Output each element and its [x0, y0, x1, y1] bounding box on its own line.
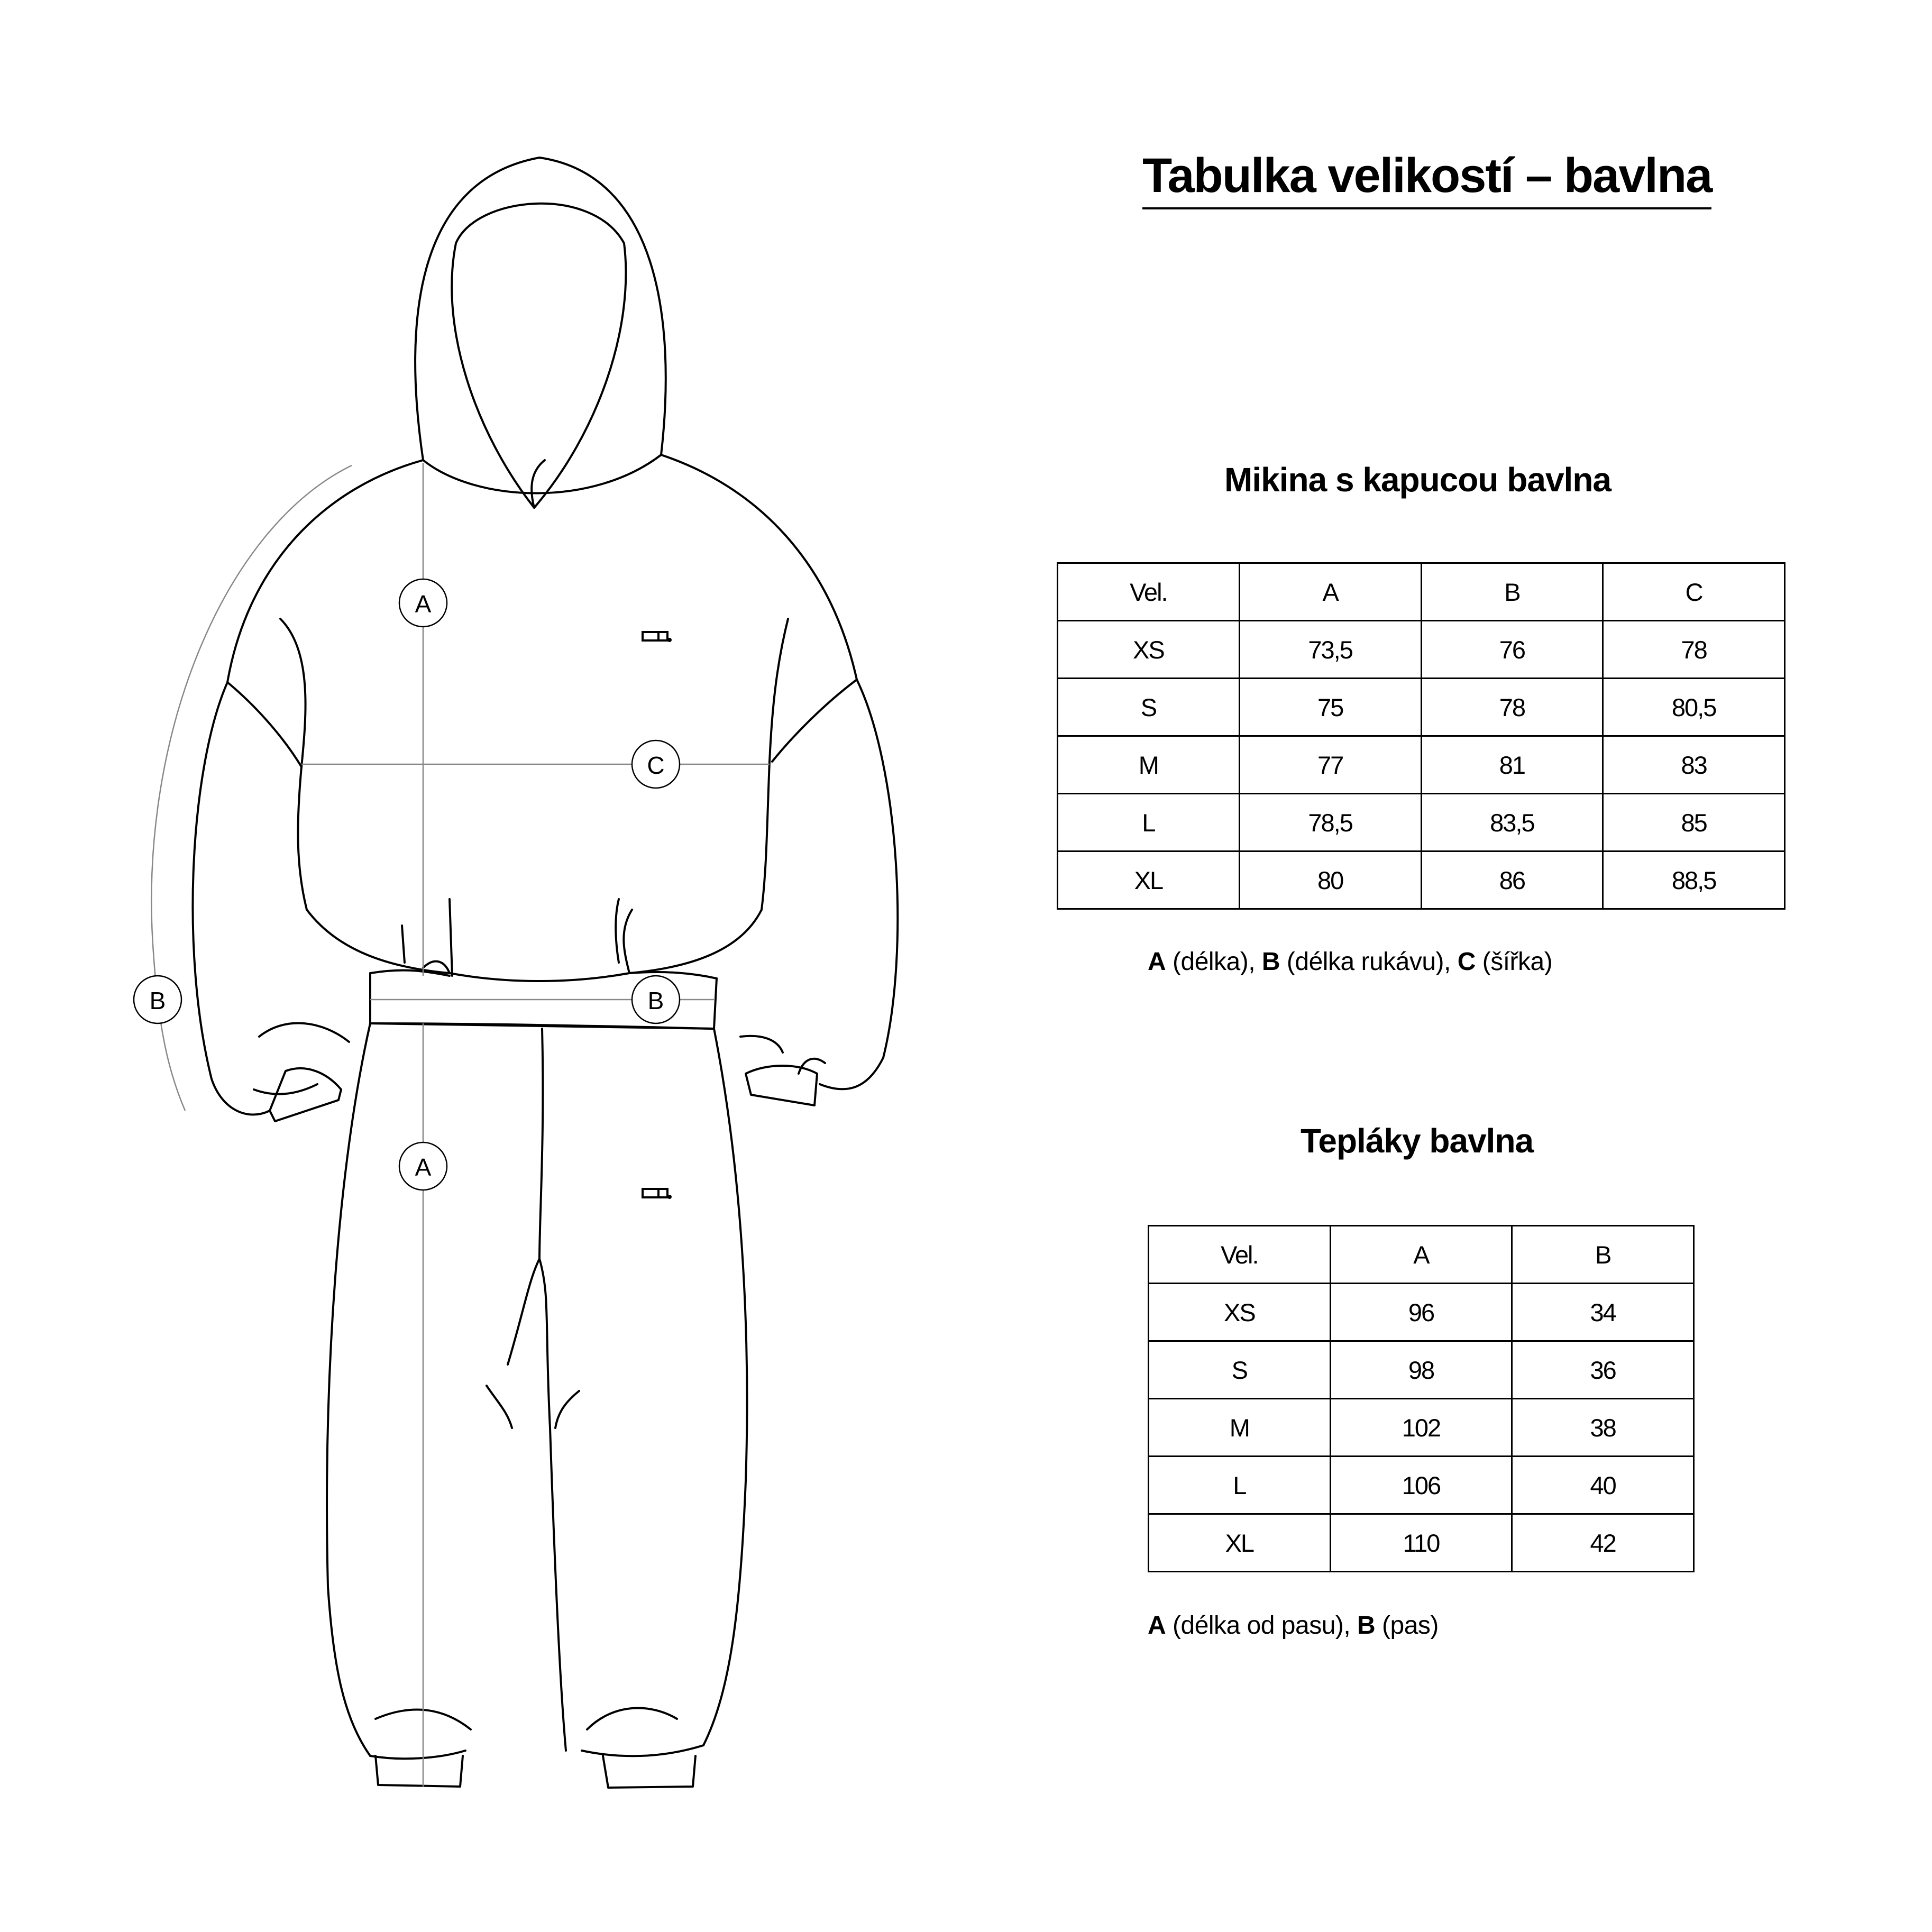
value-cell: 98: [1330, 1341, 1512, 1399]
table-row: [1058, 851, 1785, 909]
pants-length-label: A: [415, 1153, 432, 1181]
value-cell: 76: [1421, 621, 1603, 679]
table-header-row: [1149, 1226, 1694, 1284]
right-ankle-cuff: [603, 1756, 695, 1788]
value-cell: 86: [1421, 851, 1603, 909]
header-cell: B: [1512, 1226, 1694, 1284]
legend-text: (pas): [1375, 1611, 1439, 1640]
hoodie-legend: [1148, 949, 1552, 975]
value-cell: 88,5: [1603, 851, 1785, 909]
value-cell: 78,5: [1239, 794, 1421, 851]
value-cell: 81: [1421, 736, 1603, 794]
table-row: [1058, 621, 1785, 679]
value-cell: 85: [1603, 794, 1785, 851]
header-cell: Vel.: [1149, 1226, 1331, 1284]
value-cell: 80,5: [1603, 679, 1785, 736]
left-ankle-cuff: [376, 1756, 463, 1787]
right-cuff: [746, 1066, 817, 1105]
value-cell: 77: [1239, 736, 1421, 794]
size-cell: XL: [1149, 1514, 1331, 1572]
value-cell: 38: [1512, 1399, 1694, 1457]
brand-logo-icon: [643, 1189, 671, 1198]
legend-key: A: [1148, 1611, 1166, 1640]
value-cell: 42: [1512, 1514, 1694, 1572]
legend-text: (šířka): [1475, 948, 1553, 976]
size-cell: XS: [1149, 1284, 1331, 1341]
value-cell: 106: [1330, 1457, 1512, 1514]
value-cell: 102: [1330, 1399, 1512, 1457]
size-cell: XL: [1058, 851, 1240, 909]
hoodie-length-label: A: [415, 590, 432, 618]
table-row: [1058, 794, 1785, 851]
table-row: [1149, 1457, 1694, 1514]
value-cell: 83,5: [1421, 794, 1603, 851]
value-cell: 78: [1421, 679, 1603, 736]
value-cell: 83: [1603, 736, 1785, 794]
sleeve-length-label: B: [149, 987, 166, 1014]
legend-key: C: [1457, 948, 1476, 976]
header-cell: C: [1603, 563, 1785, 621]
table-header-row: [1058, 563, 1785, 621]
value-cell: 80: [1239, 851, 1421, 909]
hoodie-size-table: [1057, 562, 1786, 910]
table-row: [1058, 679, 1785, 736]
legend-text: (délka),: [1166, 948, 1262, 976]
pants-section-title: Tepláky bavlna: [1301, 1122, 1534, 1160]
brand-logo-icon: [643, 632, 671, 641]
value-cell: 96: [1330, 1284, 1512, 1341]
page-title: Tabulka velikostí – bavlna: [1142, 151, 1711, 209]
table-row: [1149, 1514, 1694, 1572]
size-cell: XS: [1058, 621, 1240, 679]
legend-text: (délka od pasu),: [1166, 1611, 1358, 1640]
hoodie-width-label: C: [647, 752, 665, 779]
header-cell: A: [1330, 1226, 1512, 1284]
pants-size-table: [1148, 1225, 1695, 1572]
size-cell: S: [1149, 1341, 1331, 1399]
value-cell: 75: [1239, 679, 1421, 736]
size-cell: M: [1058, 736, 1240, 794]
table-row: [1058, 736, 1785, 794]
pants-left-leg: [327, 1023, 370, 1756]
legend-key: B: [1261, 948, 1280, 976]
legend-key: B: [1357, 1611, 1376, 1640]
value-cell: 40: [1512, 1457, 1694, 1514]
left-sleeve: [193, 682, 270, 1115]
right-sleeve: [820, 680, 898, 1089]
value-cell: 34: [1512, 1284, 1694, 1341]
size-cell: L: [1149, 1457, 1331, 1514]
header-cell: A: [1239, 563, 1421, 621]
legend-key: A: [1148, 948, 1166, 976]
header-cell: Vel.: [1058, 563, 1240, 621]
value-cell: 110: [1330, 1514, 1512, 1572]
hood-face-opening: [452, 204, 626, 508]
pants-right-leg: [703, 1029, 747, 1745]
table-row: [1149, 1284, 1694, 1341]
hoodie-section-title: Mikina s kapucou bavlna: [1224, 461, 1611, 499]
value-cell: 36: [1512, 1341, 1694, 1399]
garment-illustration: [0, 0, 952, 1932]
size-cell: L: [1058, 794, 1240, 851]
pants-legend: [1148, 1613, 1439, 1638]
hood-neck-line: [423, 455, 661, 493]
value-cell: 78: [1603, 621, 1785, 679]
waist-label: B: [647, 987, 664, 1014]
size-cell: M: [1149, 1399, 1331, 1457]
hoodie-right-shoulder: [661, 455, 857, 680]
size-cell: S: [1058, 679, 1240, 736]
legend-text: (délka rukávu),: [1280, 948, 1458, 976]
value-cell: 73,5: [1239, 621, 1421, 679]
hoodie-hem: [307, 910, 762, 981]
table-row: [1149, 1399, 1694, 1457]
hoodie-left-shoulder: [227, 460, 423, 682]
sleeve-length-arc: [151, 465, 352, 1111]
table-row: [1149, 1341, 1694, 1399]
header-cell: B: [1421, 563, 1603, 621]
